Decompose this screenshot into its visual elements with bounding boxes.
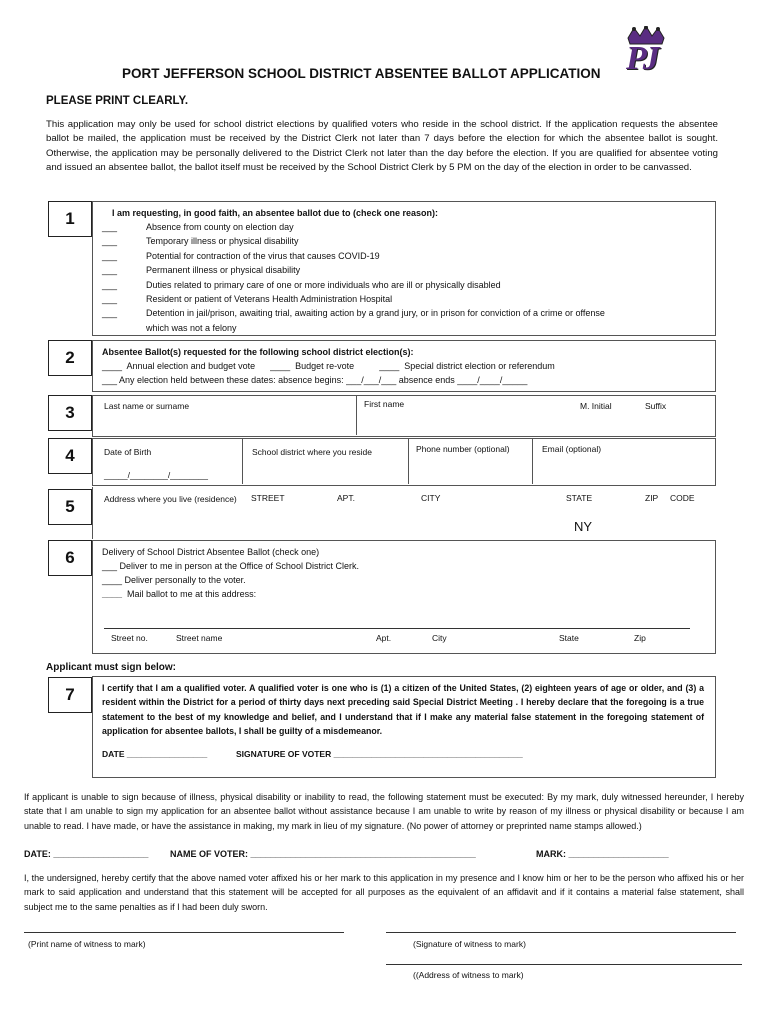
- logo-text: PJ: [626, 40, 656, 77]
- witness-address-label: ((Address of witness to mark): [413, 970, 524, 980]
- witness-print-name-line[interactable]: [24, 932, 344, 933]
- phone-field[interactable]: Phone number (optional): [416, 444, 510, 454]
- suffix-field[interactable]: Suffix: [645, 401, 667, 411]
- middle-initial-field[interactable]: M. Initial: [580, 401, 612, 411]
- delivery-option-mail[interactable]: [102, 589, 256, 599]
- sign-heading: Applicant must sign below:: [46, 662, 177, 673]
- mark-statement: If applicant is unable to sign because of illness, physical disability or inability to read, the following statement must be executed: By my mark, duly witnessed hereunder, I hereby state that I am unable to sign my application for an absentee ballot without assistance because I am unable to write by reason of my illness or physical disability or because I am unable to read. I have made, or have the assistance in making, my mark in lieu of my signature. (No power of attorney or preprinted name stamps allowed.): [24, 792, 744, 831]
- print-clearly-instruction: PLEASE PRINT CLEARLY.: [46, 95, 189, 107]
- certification-text: I certify that I am a qualified voter. A qualified voter is one who is (1) a citizen of the United States, (2) eighteen years of age or older, and (3) a resident within the District for a period of thirty days next preceding said Special District Meeting . I hereby declare that the foregoing is a true statement to the best of my knowledge and belief, and I understand that if I make any material false statement in the foregoing statement of application for absentee ballots, I shall be guilty of a misdemeanor.: [102, 683, 704, 737]
- mark-date-field[interactable]: DATE: ___________________: [24, 849, 149, 859]
- reason-item[interactable]: ___ Detention in jail/prison, awaiting trial, awaiting action by a grand jury, or in prison for conviction of a crime or offense: [102, 308, 605, 319]
- mail-option-label: Mail ballot to me at this address:: [127, 589, 257, 599]
- witness-address-line[interactable]: [386, 964, 742, 965]
- intro-paragraph: This application may only be used for school district elections by qualified voters who reside in the school district. If the application requests the absentee ballot be mailed, the application must be received by the District Clerk not later than 7 days before the election for which the absentee ballot is sought. Otherwise, the application may be personally delivered to the District Clerk not later than the day before the election. If you are qualified for absentee voting and issued an absentee ballot, the ballot itself must be received by the School District Clerk by 5 PM on the day of the election in order to be canvassed.: [46, 119, 718, 174]
- delivery-option-personally[interactable]: ____ Deliver personally to the voter.: [102, 575, 246, 585]
- reason-item[interactable]: ___ Temporary illness or physical disability: [102, 236, 299, 247]
- zip-field[interactable]: ZIP: [645, 493, 659, 503]
- reason-item-continuation: which was not a felony: [146, 322, 237, 333]
- street-no-label: Street no.: [111, 633, 148, 643]
- reason-item[interactable]: ___ Duties related to primary care of one or more individuals who are ill or physically disabled: [102, 279, 501, 290]
- address-label: Address where you live (residence): [104, 494, 237, 504]
- street-field[interactable]: STREET: [251, 493, 285, 503]
- first-name-field[interactable]: First name: [364, 399, 405, 409]
- election-dates-option[interactable]: ___ Any election held between these dates: absence begins: ___/___/___ absence ends ____/____/_____: [102, 375, 528, 385]
- witness-statement: I, the undersigned, hereby certify that the above named voter affixed his or her mark to this application in my presence and I know him or her to be the person who affixed his or her mark to said application and understand that this statement will be accepted for all purposes as the equivalent of an affidavit and if it contains a material false statement, shall subject me to the same penalties as if I had been duly sworn.: [24, 873, 744, 912]
- zip-code-label: CODE: [670, 493, 695, 503]
- witness-signature-line[interactable]: [386, 932, 736, 933]
- city-field[interactable]: CITY: [421, 493, 441, 503]
- section-6-number: 6: [48, 540, 92, 576]
- election-type-options[interactable]: ____ Annual election and budget vote ____ Budget re-vote ____ Special district election or referendum: [102, 361, 555, 371]
- state-label: State: [559, 633, 579, 643]
- witness-print-name-label: (Print name of witness to mark): [28, 939, 146, 949]
- reason-list: [102, 220, 605, 335]
- dob-blank[interactable]: _____/________/________: [104, 470, 208, 480]
- section-2-number: 2: [48, 340, 92, 376]
- school-district-field[interactable]: School district where you reside: [252, 447, 373, 457]
- email-field[interactable]: Email (optional): [542, 444, 602, 454]
- section-5-number: 5: [48, 489, 92, 525]
- last-name-field[interactable]: Last name or surname: [104, 401, 190, 411]
- dob-field[interactable]: Date of Birth: [104, 447, 152, 457]
- delivery-heading: Delivery of School District Absentee Ballot (check one): [102, 547, 320, 557]
- apt-label: Apt.: [376, 633, 392, 643]
- election-heading: Absentee Ballot(s) requested for the following school district election(s):: [102, 347, 414, 357]
- section-1-number: 1: [48, 201, 92, 237]
- reason-item[interactable]: ___ Potential for contraction of the virus that causes COVID-19: [102, 250, 380, 261]
- page-title: PORT JEFFERSON SCHOOL DISTRICT ABSENTEE BALLOT APPLICATION: [122, 66, 601, 81]
- voter-signature-field[interactable]: SIGNATURE OF VOTER ________________________________________: [236, 749, 523, 759]
- reason-item[interactable]: ___ Permanent illness or physical disability: [102, 265, 301, 276]
- reason-item[interactable]: ___ Resident or patient of Veterans Health Administration Hospital: [102, 294, 393, 305]
- mail-option-blank: ____: [102, 589, 123, 599]
- state-field[interactable]: STATE: [566, 493, 593, 503]
- mark-voter-name-field[interactable]: NAME OF VOTER: _____________________________________________: [170, 849, 476, 859]
- district-logo: [620, 26, 672, 86]
- delivery-option-in-person[interactable]: ___ Deliver to me in person at the Office of School District Clerk.: [102, 561, 359, 571]
- section-3-number: 3: [48, 395, 92, 431]
- street-name-label: Street name: [176, 633, 223, 643]
- reason-item[interactable]: ___ Absence from county on election day: [102, 222, 294, 232]
- section-4-number: 4: [48, 438, 92, 474]
- reason-heading: I am requesting, in good faith, an absentee ballot due to (check one reason):: [112, 208, 439, 218]
- city-label: City: [432, 633, 447, 643]
- mark-field[interactable]: MARK: ____________________: [536, 849, 669, 859]
- zip-label: Zip: [634, 633, 646, 643]
- mail-address-line[interactable]: [104, 628, 690, 629]
- witness-signature-label: (Signature of witness to mark): [413, 939, 526, 949]
- section-7-number: 7: [48, 677, 92, 713]
- date-signature-field[interactable]: DATE _________________: [102, 749, 208, 759]
- state-value: NY: [574, 519, 593, 534]
- apt-field[interactable]: APT.: [337, 493, 355, 503]
